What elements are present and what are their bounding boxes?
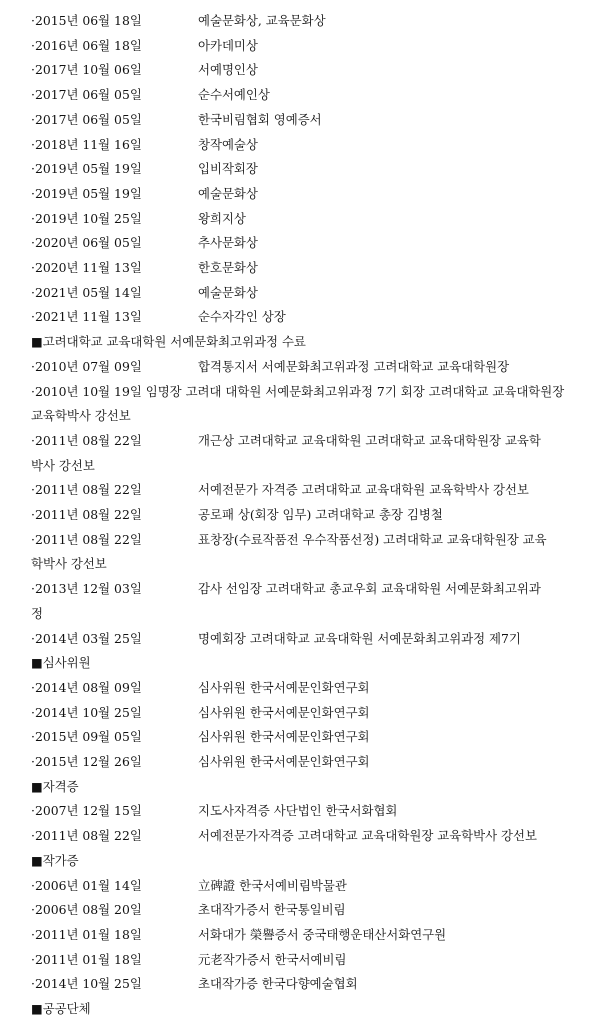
award-entry: [31, 503, 572, 527]
entry-date: ·2019년 05월 19일: [31, 185, 142, 201]
award-entry: [31, 133, 572, 157]
entry-text-continuation: 학박사 강선보: [31, 556, 107, 572]
entry-text: 합격통지서 서예문화최고위과정 고려대학교 교육대학원장: [198, 358, 510, 374]
award-entry: [31, 874, 572, 898]
award-entry-continuation: [31, 454, 572, 478]
section-heading: [31, 997, 572, 1021]
entry-date: ·2006년 08월 20일: [31, 902, 142, 918]
section-heading: [31, 775, 572, 799]
entry-text: ·2010년 10월 19일 임명장 고려대 대학원 서예문화최고위과정 7기 회장 고려대학교 교육대학원장 교육학박사 강선보: [31, 383, 565, 424]
entry-text: 한호문화상: [198, 260, 258, 275]
entry-text: 지도사자격증 사단법인 한국서화협회: [198, 803, 398, 819]
entry-text: 한국비림협회 영예증서: [198, 111, 322, 127]
entry-text: 심사위원 한국서예문인화연구회: [198, 754, 370, 769]
section-heading: [31, 330, 572, 354]
entry-text: 초대작가증 한국다향예술협회: [198, 976, 358, 992]
entry-date: ·2014년 10월 25일: [31, 976, 142, 992]
entry-text: 초대작가증서 한국통일비림: [198, 902, 346, 918]
entry-text: 순수자각인 상장: [198, 309, 286, 325]
entry-text: 감사 선임장 고려대학교 총교우회 교육대학원 서예문화최고위과: [198, 581, 541, 597]
entry-date: ·2014년 03월 25일: [31, 630, 142, 646]
award-entry: [31, 305, 572, 329]
entry-date: ·2021년 11월 13일: [31, 309, 142, 325]
award-entry-paragraph: [31, 380, 572, 429]
award-entry: [31, 256, 572, 280]
entry-text: 심사위원 한국서예문인화연구회: [198, 704, 370, 720]
entry-text-continuation: 박사 강선보: [31, 457, 95, 473]
entry-text: 서화대가 榮譽증서 중국태행운태산서화연구원: [198, 926, 447, 942]
entry-date: ·2021년 05월 14일: [31, 284, 142, 300]
section-heading: [31, 849, 572, 873]
entry-text: 元老작가증서 한국서예비림: [198, 951, 347, 967]
section-heading-text: ■자격증: [31, 778, 79, 794]
award-entry: [31, 824, 572, 848]
entry-text: 추사문화상: [198, 235, 258, 251]
entry-date: ·2014년 10월 25일: [31, 704, 142, 720]
award-entry: [31, 577, 572, 601]
award-entry: [31, 83, 572, 107]
entry-date: ·2011년 01월 18일: [31, 951, 142, 967]
award-entry: [31, 627, 572, 651]
award-entry-continuation: [31, 602, 572, 626]
award-entry: [31, 231, 572, 255]
entry-date: ·2017년 06월 05일: [31, 111, 142, 127]
entry-date: ·2010년 07월 09일: [31, 358, 142, 374]
section-heading-text: ■공공단체: [31, 1001, 91, 1016]
entry-text: 왕희지상: [198, 210, 246, 226]
entry-date: ·2014년 08월 09일: [31, 679, 142, 695]
entry-date: ·2013년 12월 03일: [31, 581, 142, 597]
award-entry: [31, 58, 572, 82]
entry-date: ·2017년 06월 05일: [31, 87, 142, 103]
entry-date: ·2011년 08월 22일: [31, 507, 142, 522]
entry-date: ·2015년 12월 26일: [31, 754, 142, 769]
award-entry: [31, 108, 572, 132]
entry-date: ·2015년 09월 05일: [31, 729, 142, 745]
award-entry: [31, 429, 572, 453]
entry-text: 창작예술상: [198, 136, 258, 152]
entry-text: 심사위원 한국서예문인화연구회: [198, 729, 370, 745]
entry-text: 서예전문가 자격증 고려대학교 교육대학원 교육학박사 강선보: [198, 482, 529, 498]
entry-date: ·2011년 08월 22일: [31, 531, 142, 547]
entry-text: 서예전문가자격증 고려대학교 교육대학원장 교육학박사 강선보: [198, 828, 537, 844]
award-entry: [31, 478, 572, 502]
entry-text: 공로패 상(회장 임무) 고려대학교 총장 김병철: [198, 507, 443, 522]
section-heading-text: ■심사위원: [31, 655, 91, 671]
award-entry: [31, 948, 572, 972]
award-entry: [31, 281, 572, 305]
award-entry: [31, 898, 572, 922]
entry-text: 예술문화상: [198, 284, 258, 300]
entry-date: ·2020년 06월 05일: [31, 235, 142, 251]
entry-date: ·2018년 11월 16일: [31, 136, 142, 152]
entry-text: 표창장(수료작품전 우수작품선정) 고려대학교 교육대학원장 교육: [198, 531, 547, 547]
entry-date: ·2007년 12월 15일: [31, 803, 142, 819]
entry-date: ·2011년 08월 22일: [31, 828, 142, 844]
entry-date: ·2015년 06월 18일: [31, 13, 142, 28]
entry-text: 서예명인상: [198, 62, 258, 78]
entry-date: ·2011년 08월 22일: [31, 482, 142, 498]
award-entry: [31, 157, 572, 181]
entry-date: ·2019년 10월 25일: [31, 210, 142, 226]
entry-text-continuation: 정: [31, 605, 43, 621]
entry-date: ·2016년 06월 18일: [31, 37, 142, 53]
entry-text: 立碑證 한국서예비림박물관: [198, 877, 347, 893]
award-entry: [31, 34, 572, 58]
entry-text: 예술문화상, 교육문화상: [198, 13, 326, 28]
entry-text: 개근상 고려대학교 교육대학원 고려대학교 교육대학원장 교육학: [198, 432, 541, 448]
entry-text: 명예회장 고려대학교 교육대학원 서예문화최고위과정 제7기: [198, 630, 521, 646]
award-entry: [31, 9, 572, 33]
award-entry: [31, 182, 572, 206]
award-entry: [31, 750, 572, 774]
award-entry: [31, 701, 572, 725]
award-entry-continuation: [31, 552, 572, 576]
entry-date: ·2011년 01월 18일: [31, 926, 142, 942]
entry-text: 입비작회장: [198, 161, 258, 177]
entry-date: ·2020년 11월 13일: [31, 260, 142, 275]
award-entry: [31, 972, 572, 996]
entry-text: 심사위원 한국서예문인화연구회: [198, 679, 370, 695]
award-entry: [31, 207, 572, 231]
section-heading-text: ■작가증: [31, 852, 79, 868]
section-heading-text: ■고려대학교 교육대학원 서예문화최고위과정 수료: [31, 334, 306, 350]
award-entry: [31, 355, 572, 379]
award-entry: [31, 923, 572, 947]
entry-text: 순수서예인상: [198, 87, 270, 103]
entry-text: 아카데미상: [198, 37, 258, 53]
entry-date: ·2006년 01월 14일: [31, 877, 142, 893]
award-entry: [31, 799, 572, 823]
entry-date: ·2017년 10월 06일: [31, 62, 142, 78]
entry-text: 예술문화상: [198, 185, 258, 201]
award-entry: [31, 725, 572, 749]
award-entry: [31, 676, 572, 700]
section-heading: [31, 651, 572, 675]
award-entry: [31, 528, 572, 552]
entry-date: ·2019년 05월 19일: [31, 161, 142, 177]
entry-date: ·2011년 08월 22일: [31, 432, 142, 448]
